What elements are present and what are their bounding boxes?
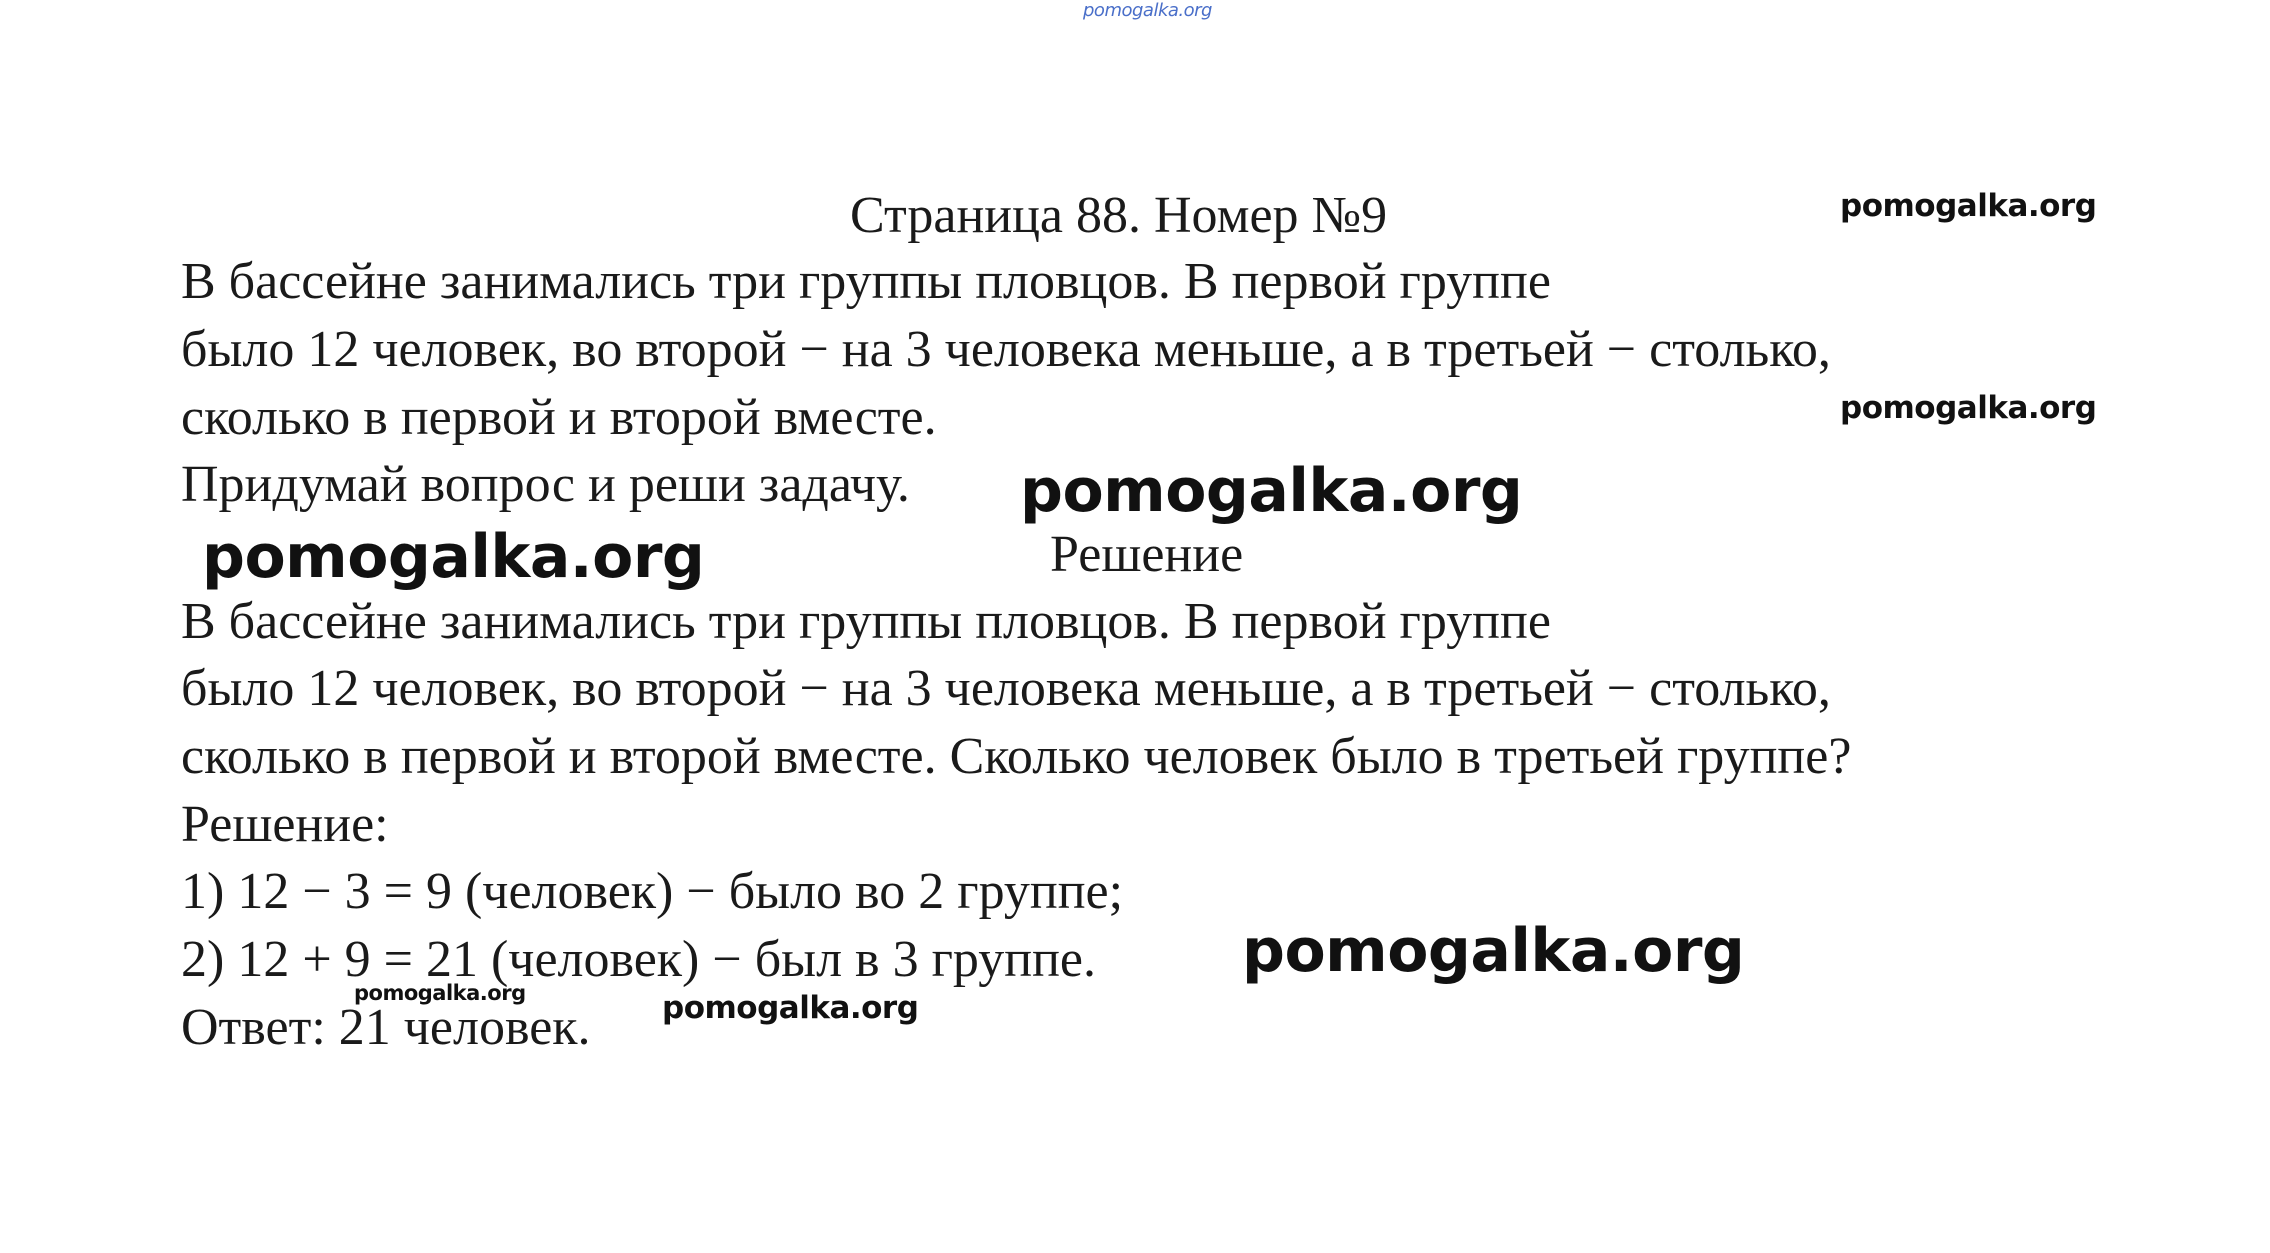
- top-watermark: pomogalka.org: [1083, 0, 1212, 21]
- watermark-big-right: pomogalka.org: [1242, 916, 1745, 986]
- solution-line: сколько в первой и второй вместе. Сколько человек было в третьей группе?: [181, 728, 1852, 785]
- solution-heading: Решение: [1050, 526, 1244, 583]
- watermark-big-left: pomogalka.org: [202, 522, 705, 592]
- problem-line: сколько в первой и второй вместе.: [181, 389, 937, 446]
- problem-line: В бассейне занимались три группы пловцов. В первой группе: [181, 253, 1551, 310]
- solution-line: было 12 человек, во второй − на 3 человека меньше, а в третьей − столько,: [181, 660, 1831, 717]
- problem-line: было 12 человек, во второй − на 3 человека меньше, а в третьей − столько,: [181, 321, 1831, 378]
- page-title: Страница 88. Номер №9: [850, 187, 1388, 244]
- watermark-small-left: pomogalka.org: [354, 981, 526, 1005]
- answer-line: Ответ: 21 человек.: [181, 999, 591, 1056]
- watermark-big-center: pomogalka.org: [1020, 456, 1523, 526]
- solution-line: В бассейне занимались три группы пловцов. В первой группе: [181, 593, 1551, 650]
- watermark-right-middle: pomogalka.org: [1840, 390, 2097, 426]
- watermark-small-center: pomogalka.org: [662, 990, 919, 1026]
- solution-line: 1) 12 − 3 = 9 (человек) − было во 2 группе;: [181, 863, 1124, 920]
- solution-line: 2) 12 + 9 = 21 (человек) − был в 3 группе.: [181, 931, 1096, 988]
- solution-line: Решение:: [181, 796, 389, 853]
- problem-line: Придумай вопрос и реши задачу.: [181, 456, 910, 513]
- watermark-right-top: pomogalka.org: [1840, 188, 2097, 224]
